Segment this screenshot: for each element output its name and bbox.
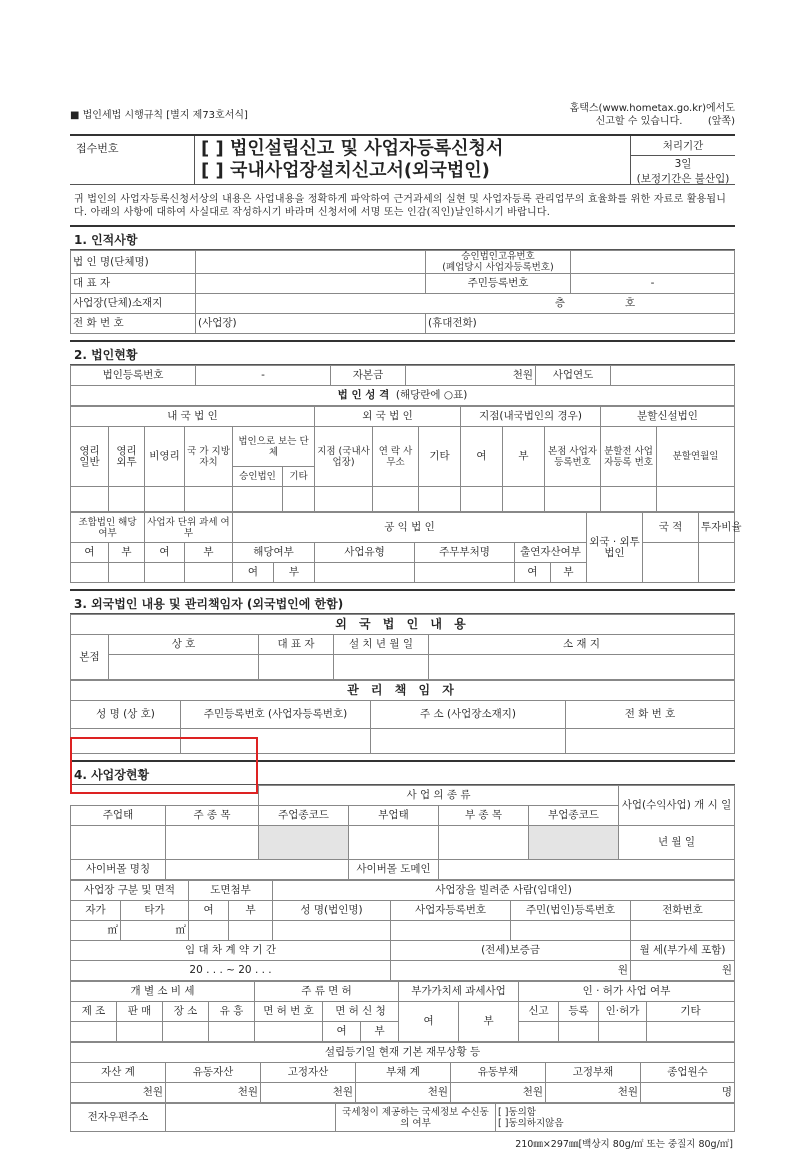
- form-top-line: [70, 102, 735, 134]
- unit-tax-label: 사업자 단위 과세 여부: [145, 513, 233, 543]
- sub-item-label: 부 종 목: [439, 806, 529, 826]
- current-assets-field[interactable]: 천원: [166, 1083, 261, 1103]
- col-deemed-corp: 법인으로 보는 단체: [233, 427, 315, 467]
- manufacture-field[interactable]: [71, 1022, 117, 1042]
- fiscal-year-label: 사업연도: [536, 366, 611, 386]
- unit-tax-no-field[interactable]: [185, 563, 233, 583]
- form-title: [195, 136, 630, 184]
- foreign-corp-header: 외 국 법 인: [315, 407, 461, 427]
- permit-other-label: 기타: [647, 1002, 735, 1022]
- consent-options: [496, 1104, 735, 1132]
- foreign-invest-label: 외국 · 외투 법인: [587, 513, 643, 583]
- vat-biz-header: 부가가치세 과세사업: [399, 982, 519, 1002]
- approval-no-label: 승인법인고유번호 (폐업당시 사업자등록번호): [426, 251, 571, 274]
- other-area-field[interactable]: ㎡: [121, 921, 189, 941]
- main-code-field[interactable]: [259, 826, 349, 860]
- main-biz-field[interactable]: [71, 826, 166, 860]
- current-assets-label: 유동자산: [166, 1063, 261, 1083]
- fiscal-year-field[interactable]: [611, 366, 735, 386]
- hometax-notice: [570, 102, 735, 128]
- section-2-title: 2. 법인현황: [70, 340, 735, 365]
- coop-corp-label: 조합법인 해당 여부: [71, 513, 145, 543]
- manager-phone-field[interactable]: [566, 729, 735, 754]
- biz-kind-spacer: [71, 786, 259, 806]
- own-area-field[interactable]: ㎡: [71, 921, 121, 941]
- corp-type-cell[interactable]: [233, 487, 283, 512]
- corp-type-table: [70, 406, 735, 512]
- office-phone-field[interactable]: (사업장): [196, 314, 426, 334]
- license-apply-yes[interactable]: 여: [323, 1022, 361, 1042]
- biz-kind-header: 사 업 의 종 류: [259, 786, 619, 806]
- vat-no[interactable]: 부: [459, 1002, 519, 1042]
- manufacture-label: 제 조: [71, 1002, 117, 1022]
- corp-status-table: [70, 365, 735, 406]
- contrib-yes[interactable]: 여: [515, 563, 551, 583]
- col-split-date: 분할연월일: [657, 427, 735, 487]
- col-branch-office: 지점 (국내사업장): [315, 427, 373, 487]
- sub-code-field[interactable]: [529, 826, 619, 860]
- corp-reg-no-label: 법인등록번호: [71, 366, 196, 386]
- entertain-label: 유 흥: [209, 1002, 255, 1022]
- public-corp-table: [70, 512, 742, 583]
- hometax-line1: 홈택스(www.hometax.go.kr)에서도: [569, 103, 735, 114]
- processing-note: (보정기간은 불산입): [636, 173, 730, 185]
- applicable-yes[interactable]: 여: [233, 563, 274, 583]
- main-item-field[interactable]: [166, 826, 259, 860]
- total-assets-label: 자산 계: [71, 1063, 166, 1083]
- processing-days: 3일: [674, 158, 692, 170]
- sub-biz-label: 부업태: [349, 806, 439, 826]
- corp-type-header: 법 인 성 격 (해당란에 ○표): [71, 386, 735, 406]
- corp-type-cell[interactable]: [657, 487, 735, 512]
- lessor-phone-field[interactable]: [631, 921, 735, 941]
- ministry-label: 주무부처명: [415, 543, 515, 563]
- location-field[interactable]: [429, 655, 735, 680]
- trade-name-field[interactable]: [109, 655, 259, 680]
- sale-field[interactable]: [117, 1022, 163, 1042]
- total-assets-field[interactable]: 천원: [71, 1083, 166, 1103]
- corp-type-cell[interactable]: [71, 487, 109, 512]
- current-liab-field[interactable]: 천원: [451, 1083, 546, 1103]
- lease-period-label: 임 대 차 계 약 기 간: [71, 941, 391, 961]
- ministry-field[interactable]: [415, 563, 515, 583]
- excise-header: 개 별 소 비 세: [71, 982, 255, 1002]
- title-line1: [ ] 법인설립신고 및 사업자등록신청서: [201, 138, 504, 159]
- coop-no-field[interactable]: [109, 563, 145, 583]
- manager-address-field[interactable]: [371, 729, 566, 754]
- license-no-label: 면 허 번 호: [255, 1002, 323, 1022]
- corp-type-cell[interactable]: [601, 487, 657, 512]
- employees-field[interactable]: 명: [641, 1083, 735, 1103]
- branch-header: 지점(내국법인의 경우): [461, 407, 601, 427]
- corp-name-field[interactable]: [196, 251, 426, 274]
- register-field[interactable]: [559, 1022, 599, 1042]
- lessor-phone-label: 전화번호: [631, 901, 735, 921]
- monthly-rent-field[interactable]: 원: [631, 961, 735, 981]
- deposit-label: (전세)보증금: [391, 941, 631, 961]
- title-line2: [ ] 국내사업장설치신고서(외국법인): [201, 160, 490, 181]
- mall-domain-label: 사이버몰 도메인: [349, 860, 439, 880]
- split-corp-header: 분할신설법인: [601, 407, 735, 427]
- finance-header: 설립등기일 현재 기본 재무상황 등: [71, 1043, 735, 1063]
- deposit-field[interactable]: 원: [391, 961, 631, 981]
- col-branch-yes: 여: [461, 427, 503, 487]
- receipt-number-label: 접수번호: [70, 136, 195, 184]
- corp-type-cell[interactable]: [315, 487, 373, 512]
- manager-address-label: 주 소 (사업장소재지): [371, 701, 566, 729]
- foreign-content-header: 외 국 법 인 내 용: [71, 615, 735, 635]
- col-deemed-other: 기타: [283, 467, 315, 487]
- mobile-phone-field[interactable]: (휴대전화): [426, 314, 735, 334]
- lessor-biz-no-field[interactable]: [391, 921, 511, 941]
- applicable-no[interactable]: 부: [274, 563, 315, 583]
- domestic-corp-header: 내 국 법 인: [71, 407, 315, 427]
- est-date-label: 설 치 년 월 일: [334, 635, 429, 655]
- resident-no-field[interactable]: -: [571, 274, 735, 294]
- foreign-corp-table: [70, 614, 735, 680]
- lessor-biz-no-label: 사업자등록번호: [391, 901, 511, 921]
- contrib-label: 출연자산여부: [515, 543, 587, 563]
- col-pre-split-no: 분할전 사업자등록 번호: [601, 427, 657, 487]
- other-owner-label: 타가: [121, 901, 189, 921]
- manager-phone-label: 전 화 번 호: [566, 701, 735, 729]
- mall-domain-field[interactable]: [439, 860, 735, 880]
- hq-label: 본점: [71, 635, 109, 680]
- manager-header: 관 리 책 임 자: [71, 681, 735, 701]
- total-liab-field[interactable]: 천원: [356, 1083, 451, 1103]
- manager-name-field[interactable]: [71, 729, 181, 754]
- unit-tax-no: 부: [185, 543, 233, 563]
- ho-label: 호: [625, 297, 636, 309]
- drawing-yes-field[interactable]: [189, 921, 229, 941]
- license-apply-label: 면 허 신 청: [323, 1002, 399, 1022]
- law-reference: ■ 법인세법 시행규칙 [별지 제73호서식]: [70, 110, 248, 121]
- license-apply-no[interactable]: 부: [361, 1022, 399, 1042]
- trade-name-label: 상 호: [109, 635, 259, 655]
- col-branch-no: 부: [503, 427, 545, 487]
- permit-field[interactable]: [599, 1022, 647, 1042]
- drawing-yes-label: 여: [189, 901, 229, 921]
- corp-type-cell[interactable]: [185, 487, 233, 512]
- fixed-assets-label: 고정자산: [261, 1063, 356, 1083]
- main-code-label: 주업종코드: [259, 806, 349, 826]
- email-table: [70, 1103, 735, 1132]
- fixed-liab-label: 고정부채: [546, 1063, 641, 1083]
- total-liab-label: 부채 계: [356, 1063, 451, 1083]
- col-approved-corp: 승인법인: [233, 467, 283, 487]
- location-label: 소 재 지: [429, 635, 735, 655]
- open-date-label: 사업(수익사업) 개 시 일: [619, 786, 735, 826]
- place-field[interactable]: [163, 1022, 209, 1042]
- monthly-rent-label: 월 세(부가세 포함): [631, 941, 735, 961]
- vat-yes[interactable]: 여: [399, 1002, 459, 1042]
- liquor-header: 주 류 면 허: [255, 982, 399, 1002]
- lessor-res-no-label: 주민(법인)등록번호: [511, 901, 631, 921]
- applicable-label: 해당여부: [233, 543, 315, 563]
- approval-no-field[interactable]: [571, 251, 735, 274]
- consent-disagree-checkbox[interactable]: [ ]동의하지않음: [498, 1117, 564, 1129]
- coop-yes: 여: [71, 543, 109, 563]
- main-biz-label: 주업태: [71, 806, 166, 826]
- public-corp-header: 공 익 법 인: [233, 513, 587, 543]
- register-label: 등록: [559, 1002, 599, 1022]
- coop-yes-field[interactable]: [71, 563, 109, 583]
- manager-name-label: 성 명 (상 호): [71, 701, 181, 729]
- page-side: (앞쪽): [707, 116, 735, 127]
- section-3-title: 3. 외국법인 내용 및 관리책임자 (외국법인에 한함): [70, 589, 735, 614]
- report-label: 신고: [519, 1002, 559, 1022]
- foreign-rep-field[interactable]: [259, 655, 334, 680]
- mall-name-field[interactable]: [166, 860, 349, 880]
- biz-type-field[interactable]: [315, 563, 415, 583]
- place-label: 장 소: [163, 1002, 209, 1022]
- col-nonprofit: 비영리: [145, 427, 185, 487]
- license-table: [70, 981, 735, 1042]
- nationality-label: 국 적: [643, 513, 699, 543]
- main-item-label: 주 종 목: [166, 806, 259, 826]
- permit-other-field[interactable]: [647, 1022, 735, 1042]
- col-profit-general: 영리 일반: [71, 427, 109, 487]
- permit-header: 인 · 허가 사업 여부: [519, 982, 735, 1002]
- license-no-field[interactable]: [255, 1022, 323, 1042]
- report-field[interactable]: [519, 1022, 559, 1042]
- manager-resident-label: 주민등록번호 (사업자등록번호): [181, 701, 371, 729]
- corp-reg-no-field[interactable]: -: [196, 366, 331, 386]
- corp-type-cell[interactable]: [145, 487, 185, 512]
- section-4-title: 4. 사업장현황: [70, 760, 735, 785]
- capital-field[interactable]: 천원: [406, 366, 536, 386]
- consent-agree-checkbox[interactable]: [ ]동의함: [498, 1106, 536, 1118]
- fixed-assets-field[interactable]: 천원: [261, 1083, 356, 1103]
- manager-resident-field[interactable]: [181, 729, 371, 754]
- sub-biz-field[interactable]: [349, 826, 439, 860]
- unit-tax-yes: 여: [145, 543, 185, 563]
- biz-type-label: 사업유형: [315, 543, 415, 563]
- personal-info-table: [70, 250, 735, 334]
- email-label: 전자우편주소: [71, 1104, 166, 1132]
- corp-type-cell[interactable]: [373, 487, 419, 512]
- lease-period-field[interactable]: 20 . . . ~ 20 . . .: [71, 961, 391, 981]
- notice-text: 귀 법인의 사업자등록신청서상의 내용은 사업내용을 정확하게 파악하여 근거과세의 실현 및 사업자등록 관리업무의 효율화를 위한 자료로 활용됩니다. 아래의 사항에 대하여 사실대로 작성하시기 바라며 신청서에 서명 또는 인감(직인)날인하시기 바랍니다.: [74, 194, 727, 218]
- corp-type-cell[interactable]: [109, 487, 145, 512]
- entertain-field[interactable]: [209, 1022, 255, 1042]
- col-state-local: 국 가 지방자치: [185, 427, 233, 487]
- consent-label: 국세청이 제공하는 국세정보 수신동의 여부: [336, 1104, 496, 1132]
- permit-label: 인·허가: [599, 1002, 647, 1022]
- invest-ratio-field[interactable]: [699, 543, 735, 583]
- fixed-liab-field[interactable]: 천원: [546, 1083, 641, 1103]
- employees-label: 종업원수: [641, 1063, 735, 1083]
- corp-type-cell[interactable]: [545, 487, 601, 512]
- unit-tax-yes-field[interactable]: [145, 563, 185, 583]
- corp-name-label: 법 인 명(단체명): [71, 251, 196, 274]
- drawing-no-label: 부: [229, 901, 273, 921]
- drawing-label: 도면첨부: [189, 881, 273, 901]
- email-field[interactable]: [166, 1104, 336, 1132]
- open-date-field[interactable]: 년 월 일: [619, 826, 735, 860]
- corp-type-cell[interactable]: [503, 487, 545, 512]
- invest-ratio-label: 투자비율: [699, 513, 735, 543]
- representative-label: 대 표 자: [71, 274, 196, 294]
- col-foreign-other: 기타: [419, 427, 461, 487]
- col-liaison-office: 연 락 사무소: [373, 427, 419, 487]
- nationality-field[interactable]: [643, 543, 699, 583]
- representative-field[interactable]: [196, 274, 426, 294]
- site-type-label: 사업장 구분 및 면적: [71, 881, 189, 901]
- phone-label: 전 화 번 호: [71, 314, 196, 334]
- corp-type-cell[interactable]: [461, 487, 503, 512]
- application-form: [70, 102, 742, 1154]
- own-label: 자가: [71, 901, 121, 921]
- address-field[interactable]: [196, 294, 735, 314]
- lessor-name-field[interactable]: [273, 921, 391, 941]
- processing-period: [630, 136, 735, 184]
- finance-table: [70, 1042, 735, 1103]
- capital-label: 자본금: [331, 366, 406, 386]
- site-table: [70, 880, 735, 981]
- mall-name-label: 사이버몰 명칭: [71, 860, 166, 880]
- biz-kind-table: [70, 785, 735, 880]
- coop-no: 부: [109, 543, 145, 563]
- address-label: 사업장(단체)소재지: [71, 294, 196, 314]
- col-profit-foreign: 영리 외투: [109, 427, 145, 487]
- paper-spec: 210㎜×297㎜[백상지 80g/㎡ 또는 중질지 80g/㎡]: [515, 1139, 733, 1150]
- foreign-rep-label: 대 표 자: [259, 635, 334, 655]
- resident-no-label: 주민등록번호: [426, 274, 571, 294]
- section-1-title: 1. 인적사항: [70, 225, 735, 250]
- corp-type-cell[interactable]: [419, 487, 461, 512]
- lessor-name-label: 성 명(법인명): [273, 901, 391, 921]
- manager-table: [70, 680, 735, 754]
- lessor-header: 사업장을 빌려준 사람(임대인): [273, 881, 735, 901]
- corp-type-cell[interactable]: [283, 487, 315, 512]
- est-date-field[interactable]: [334, 655, 429, 680]
- form-header: [70, 134, 735, 185]
- contrib-no[interactable]: 부: [551, 563, 587, 583]
- lessor-res-no-field[interactable]: [511, 921, 631, 941]
- col-hq-biz-no: 본점 사업자 등록번호: [545, 427, 601, 487]
- current-liab-label: 유동부채: [451, 1063, 546, 1083]
- hometax-line2: 신고할 수 있습니다. (앞쪽): [595, 116, 735, 127]
- processing-period-label: 처리기간: [631, 136, 735, 156]
- sub-item-field[interactable]: [439, 826, 529, 860]
- sale-label: 판 매: [117, 1002, 163, 1022]
- floor-label: 층: [554, 297, 565, 309]
- sub-code-label: 부업종코드: [529, 806, 619, 826]
- drawing-no-field[interactable]: [229, 921, 273, 941]
